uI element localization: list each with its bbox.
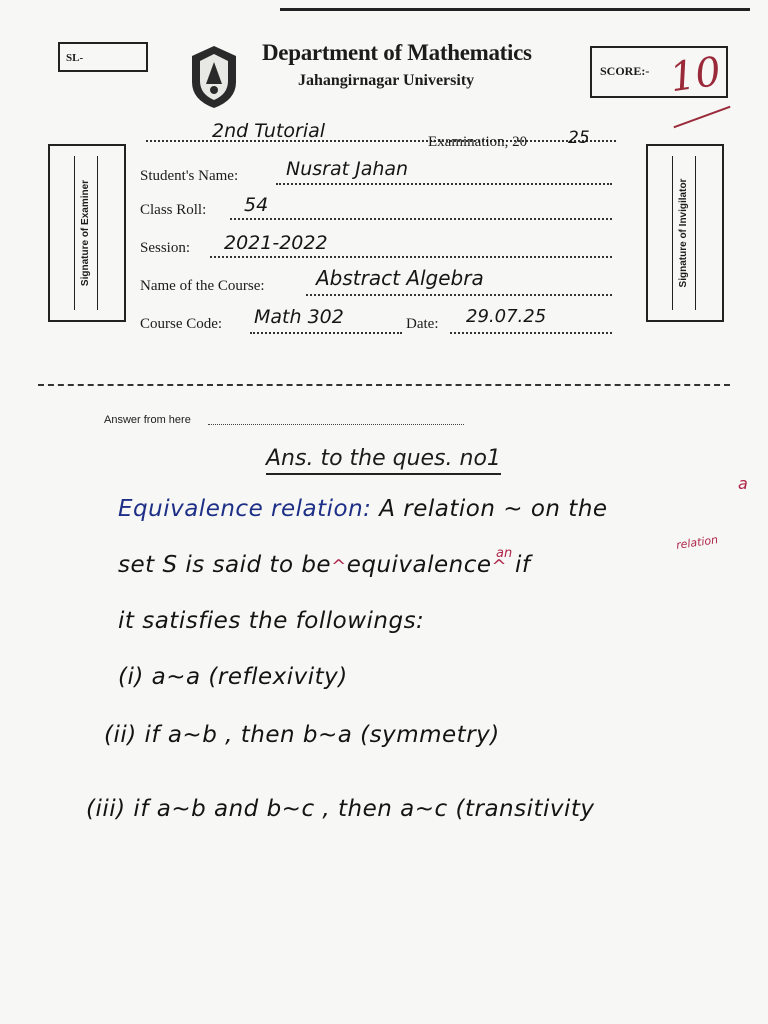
course-code-dots <box>250 332 402 334</box>
student-name-label: Student's Name: <box>140 168 239 184</box>
session-value: 2021-2022 <box>224 232 328 254</box>
score-label: SCORE:- <box>600 64 650 78</box>
student-name-value: Nusrat Jahan <box>286 158 409 180</box>
date-dots <box>450 332 612 334</box>
invigilator-signature-label: Signature of Invigilator <box>678 178 689 288</box>
examiner-signature-strip <box>74 156 98 310</box>
invigilator-signature-strip <box>672 156 696 310</box>
answer-dots <box>208 424 464 425</box>
serial-label: SL- <box>66 52 84 64</box>
correction-a: a <box>738 474 748 493</box>
date-label: Date: <box>406 316 439 332</box>
exam-year: 25 <box>568 128 590 148</box>
definition-term: Equivalence relation: <box>118 496 372 522</box>
definition-line-2a: set S is said to be <box>118 552 332 578</box>
course-name-dots <box>306 294 612 296</box>
serial-box <box>58 42 148 72</box>
class-roll-label: Class Roll: <box>140 202 207 218</box>
university-logo-icon <box>188 44 240 110</box>
invigilator-signature-box <box>646 144 724 322</box>
class-roll-value: 54 <box>244 194 269 216</box>
answer-heading: Ans. to the ques. no1 <box>266 446 501 475</box>
course-name-value: Abstract Algebra <box>316 266 484 290</box>
answer-line-3: it satisfies the followings: <box>118 608 425 634</box>
score-value: 10 <box>667 48 724 102</box>
class-roll-dots <box>230 218 612 220</box>
date-value: 29.07.25 <box>466 306 547 327</box>
examiner-signature-box <box>48 144 126 322</box>
session-dots <box>210 256 612 258</box>
session-label: Session: <box>140 240 191 256</box>
definition-line-1: A relation ~ on the <box>379 496 608 522</box>
definition-line-2b: equivalence <box>346 552 492 578</box>
answer-item-2: (ii) if a~b , then b~a (symmetry) <box>104 722 500 748</box>
score-box <box>590 46 728 102</box>
exam-type: 2nd Tutorial <box>212 120 326 142</box>
insert-caret-icon: ^ <box>331 556 347 577</box>
answer-line-1 <box>118 496 608 522</box>
exam-label: Examination, 20 <box>428 134 528 150</box>
course-name-label: Name of the Course: <box>140 278 265 294</box>
department-title: Department of Mathematics <box>262 40 532 65</box>
answer-item-3: (iii) if a~b and b~c , then a~c (transitivity <box>86 796 595 822</box>
correction-an: an <box>496 546 513 561</box>
cut-line <box>38 384 730 386</box>
course-code-label: Course Code: <box>140 316 223 332</box>
student-name-dots <box>276 183 612 185</box>
definition-line-2c: if <box>514 552 531 578</box>
answer-from-here-label: Answer from here <box>104 414 191 426</box>
score-mark-stroke <box>673 106 730 128</box>
examiner-signature-label: Signature of Examiner <box>80 179 91 287</box>
insert-caret-icon: ^ <box>491 556 508 577</box>
course-code-value: Math 302 <box>254 306 344 328</box>
answer-item-1: (i) a~a (reflexivity) <box>118 664 348 690</box>
answer-line-2 <box>118 552 530 578</box>
top-rule <box>280 8 750 11</box>
correction-relation: relation <box>675 533 719 552</box>
university-title: Jahangirnagar University <box>298 72 475 89</box>
